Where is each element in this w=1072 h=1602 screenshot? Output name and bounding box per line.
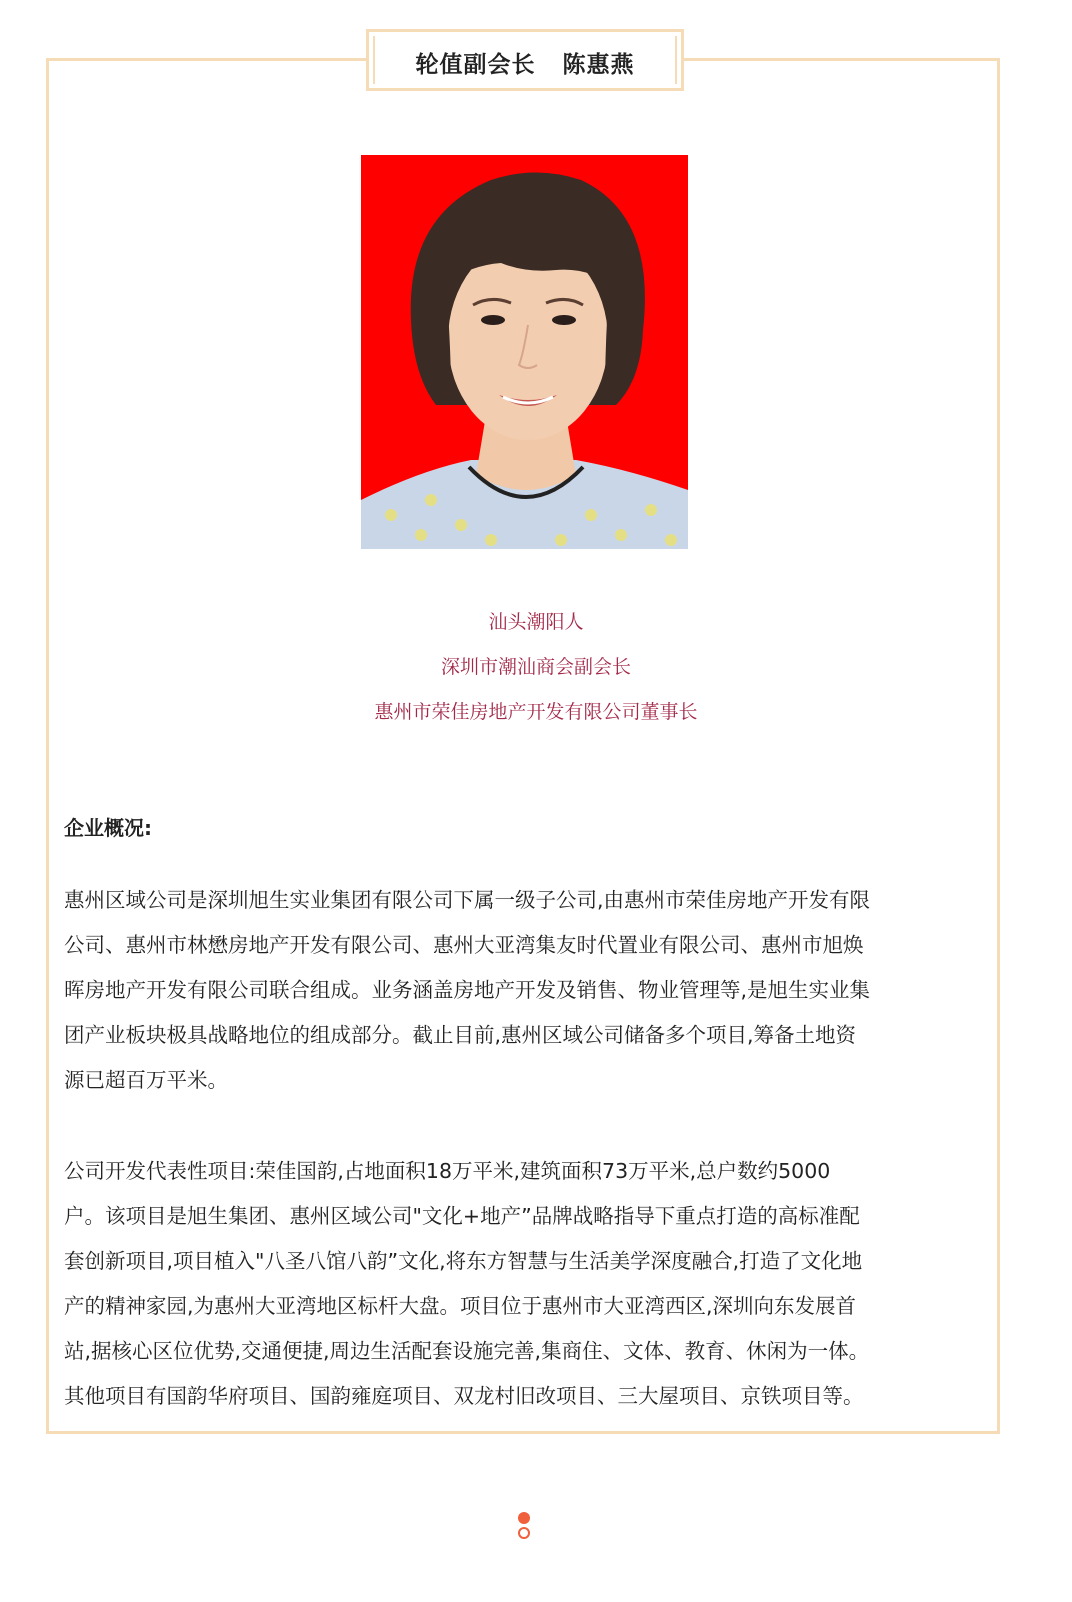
paragraph-line: 户。该项目是旭生集团、惠州区域公司"文化+地产”品牌战略指导下重点打造的高标准配 xyxy=(64,1204,860,1228)
paragraph-line: 站,据核心区位优势,交通便捷,周边生活配套设施完善,集商住、文体、教育、休闲为一体。 xyxy=(64,1339,870,1363)
paragraph-line: 团产业板块极具战略地位的组成部分。截止目前,惠州区域公司储备多个项目,筹备土地资 xyxy=(64,1023,857,1047)
paragraph-line: 晖房地产开发有限公司联合组成。业务涵盖房地产开发及销售、物业管理等,是旭生实业集 xyxy=(64,978,871,1002)
decorative-dots xyxy=(517,1512,531,1542)
section-heading: 企业概况: xyxy=(64,816,152,840)
intro-chamber-role: 深圳市潮汕商会副会长 xyxy=(440,656,631,678)
paragraph-line: 套创新项目,项目植入"八圣八馆八韵”文化,将东方智慧与生活美学深度融合,打造了文化地 xyxy=(64,1249,863,1273)
paragraph-line: 公司开发代表性项目:荣佳国韵,占地面积18万平米,建筑面积73万平米,总户数约5000 xyxy=(64,1159,831,1183)
page-title: 轮值副会长 陈惠燕 xyxy=(415,52,635,78)
paragraph-line: 惠州区域公司是深圳旭生实业集团有限公司下属一级子公司,由惠州市荣佳房地产开发有限 xyxy=(64,888,871,912)
dot-icon xyxy=(518,1512,530,1524)
portrait-photo xyxy=(361,155,688,549)
ring-icon xyxy=(518,1527,530,1539)
overview-paragraph-1 xyxy=(64,878,989,1103)
person-portrait-image xyxy=(361,155,688,549)
intro-block xyxy=(0,600,1072,735)
paragraph-line: 源已超百万平米。 xyxy=(64,1068,228,1092)
paragraph-line: 其他项目有国韵华府项目、国韵雍庭项目、双龙村旧改项目、三大屋项目、京铁项目等。 xyxy=(64,1384,864,1408)
intro-hometown: 汕头潮阳人 xyxy=(488,611,584,633)
title-banner xyxy=(366,29,684,91)
intro-company-role: 惠州市荣佳房地产开发有限公司董事长 xyxy=(374,701,698,723)
paragraph-line: 产的精神家园,为惠州大亚湾地区标杆大盘。项目位于惠州市大亚湾西区,深圳向东发展首 xyxy=(64,1294,857,1318)
overview-paragraph-2 xyxy=(64,1149,989,1419)
paragraph-line: 公司、惠州市林懋房地产开发有限公司、惠州大亚湾集友时代置业有限公司、惠州市旭焕 xyxy=(64,933,864,957)
